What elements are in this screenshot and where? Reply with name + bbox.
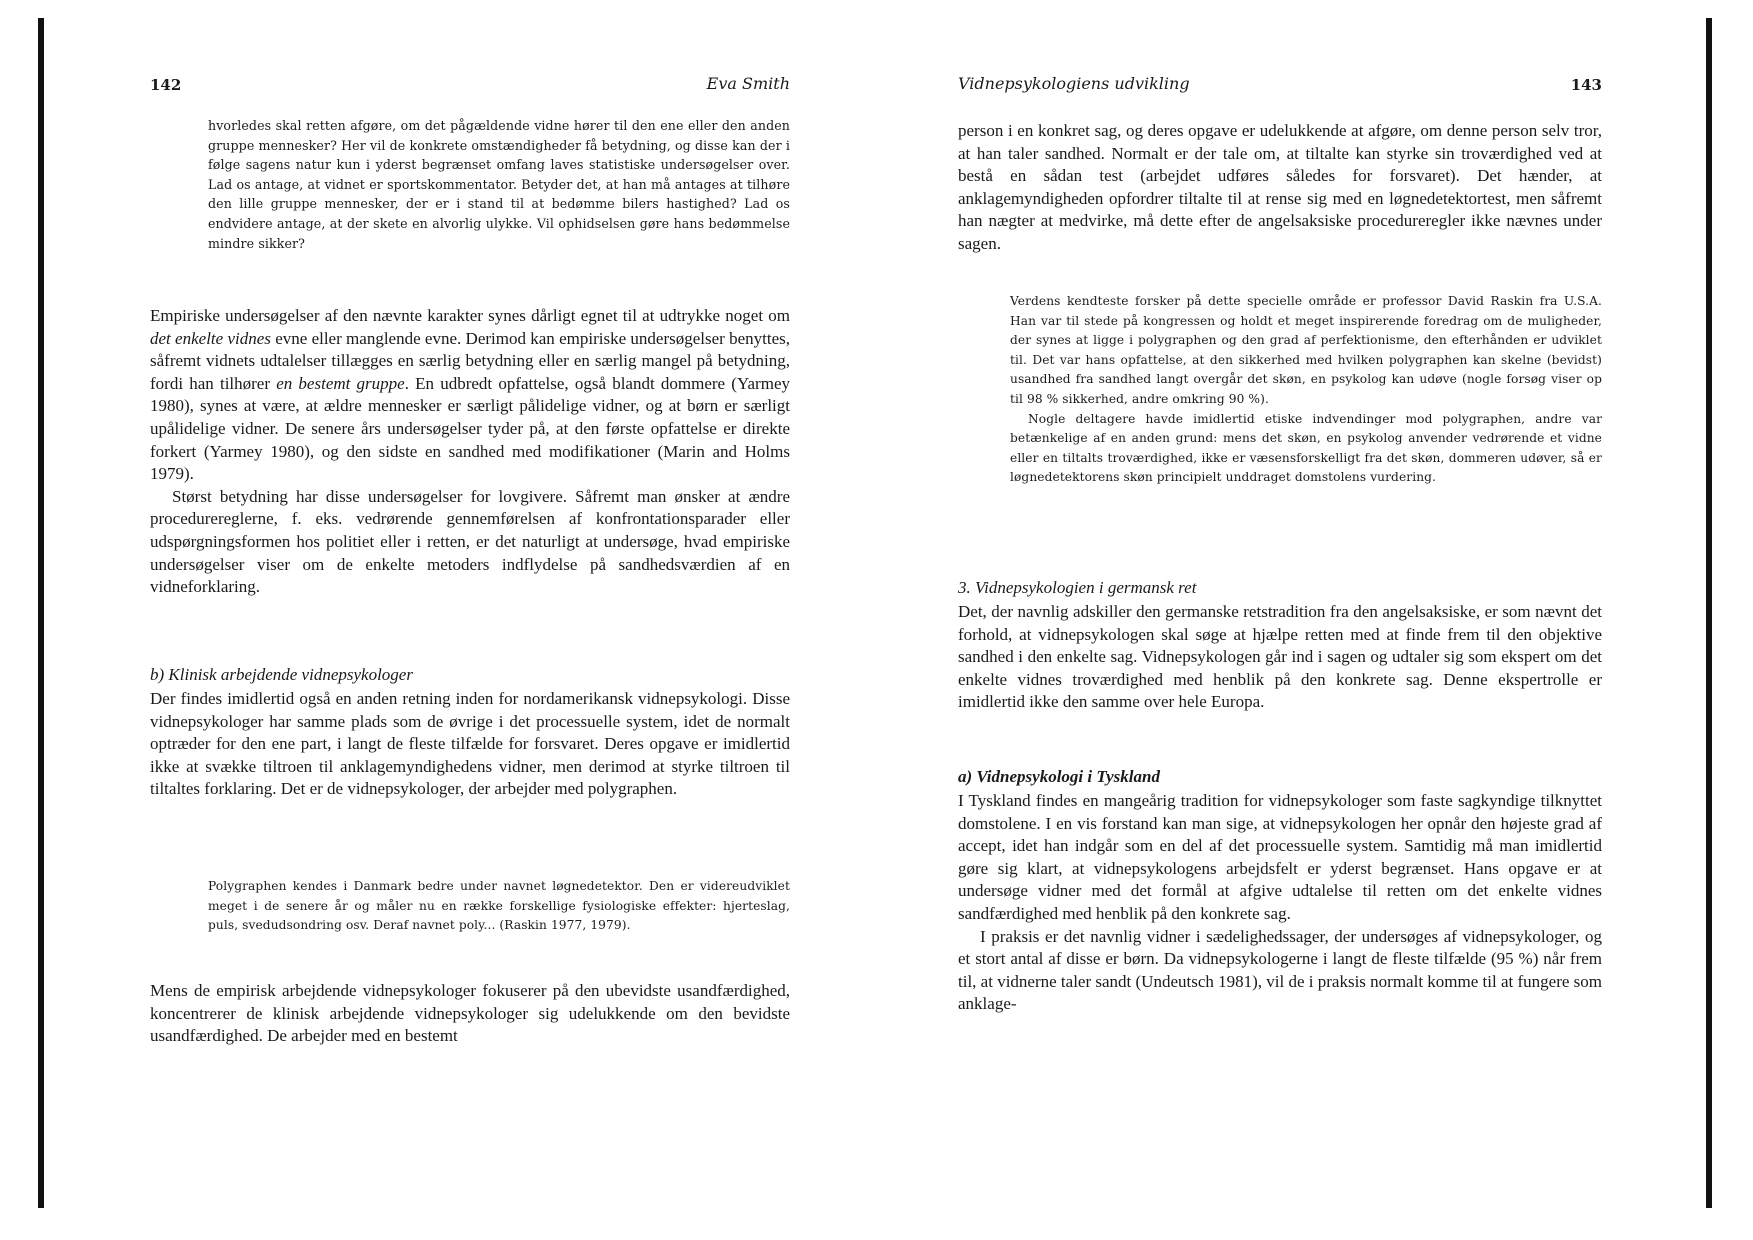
paragraph: I praksis er det navnlig vidner i sædelighedssager, der undersøges af vidnepsykologer, og et stort antal af disse er børn. Da vidnepsykologerne i langt de fleste tilfælde (95 %) når frem til, at vidnerne taler sandt (Undeutsch 1981), vil de i praksis normalt komme til at fungere som anklage- <box>958 926 1602 1014</box>
paragraph: Der findes imidlertid også en anden retning inden for nordamerikansk vidnepsykologi. Disse vidnepsykologer har samme plads som de øvrige i det processuelle system, idet de normalt optræder for den ene part, i langt de fleste tilfælde for forsvaret. Deres opgave er imidlertid ikke at svække tiltroen til anklagemyndighedens vidner, men derimod at styrke tiltroen til tiltaltes forklaring. Det er de vidnepsykologer, der arbejder med polygraphen. <box>150 689 790 799</box>
block-quote <box>1010 292 1602 488</box>
section-a <box>958 766 1602 1016</box>
quote-text: Verdens kendteste forsker på dette specielle område er professor David Raskin fra U.S.A. Han var til stede på kongressen og holdt et meget inspirerende foredrag om de muligheder, der synes at ligge i polygraphen og den grad af perfektionisme, den efterhånden er udviklet til. Det var hans opfattelse, at den sikkerhed med hvilken polygraphen kan skelne (bevidst) usandhed fra sandhed langt overgår det skøn, en psykolog kan udøve (nogle forsøg viser op til 98 % sikkerhed, andre omkring 90 %). <box>1010 294 1602 406</box>
left-binding-edge <box>38 18 44 1208</box>
section-3 <box>958 577 1602 714</box>
paragraph: Empiriske undersøgelser af den nævnte karakter synes dårligt egnet til at udtrykke noget om det enkelte vidnes evne eller manglende evne. Derimod kan empiriske undersøgelser benyttes, såfremt vidnets udtalelser tillægges en særlig betydning eller en særlig mangel på betydning, fordi han tilhører en bestemt gruppe. En udbredt opfattelse, også blandt dommere (Yarmey 1980), synes at være, at ældre mennesker er særligt pålidelige vidner, og at børn er særligt upålidelige vidner. De senere års undersøgelser tyder på, at den første opfattelse er direkte forkert (Yarmey 1980), og den sidste en sandhed med modifikationer (Marin and Holms 1979). <box>150 306 791 484</box>
running-head: Eva Smith <box>706 74 790 93</box>
right-binding-edge <box>1706 18 1712 1208</box>
quote-text: Nogle deltagere havde imidlertid etiske indvendinger mod polygraphen, andre var betænkelige af en anden grund: mens det skøn, en psykolog anvender vedrørende et vidne eller en tiltalts troværdighed, ikke er væsensforskelligt fra det skøn, dommeren udøver, så er løgnedetektorens skøn principielt unddraget domstolens vurdering. <box>1010 411 1602 485</box>
page-number: 142 <box>150 76 182 94</box>
section-b <box>150 664 790 801</box>
paragraph: Mens de empirisk arbejdende vidnepsykologer fokuserer på den ubevidste usandfærdighed, koncentrerer de klinisk arbejdende vidnepsykologer sig udelukkende om den bevidste usandfærdighed. De arbejder med en bestemt <box>150 981 790 1046</box>
body-section-2 <box>150 980 790 1048</box>
body-section-1 <box>958 120 1602 256</box>
running-head: Vidnepsykologiens udvikling <box>958 74 1190 93</box>
paragraph: I Tyskland findes en mangeårig tradition for vidnepsykologer som faste sagkyndige tilknyttet domstolene. I en vis forstand kan man sige, at vidnepsykologen her opnår den højeste grad af accept, idet han indgår som en del af det processuelle system. Samtidig må man imidlertid gøre sig klart, at vidnepsykologens arbejdsfelt er yderst begrænset. Hans opgave er at undersøge vidner med det formål at afgive udtalelse til retten om det enkelte vidnes sandfærdighed med henblik på den konkrete sag. <box>958 791 1602 923</box>
paragraph: person i en konkret sag, og deres opgave er udelukkende at afgøre, om denne person selv tror, at han taler sandhed. Normalt er der tale om, at tiltalte kan styrke sin troværdighed ved at bestå en sådan test (arbejdet udføres således for forsvaret). Det hænder, at anklagemyndigheden opfordrer tiltalte til at rense sig med en løgnedetektortest, men såfremt han nægter at medvirke, må dette efter de angelsaksiske procedureregler ikke nævnes under sagen. <box>958 121 1602 253</box>
block-quote <box>208 877 790 936</box>
page-number: 143 <box>1570 76 1602 94</box>
quote-text: Polygraphen kendes i Danmark bedre under navnet løgnedetektor. Den er videreudviklet meget i de senere år og måler nu en række forskellige fysiologiske effekter: hjerteslag, puls, svedudsondring osv. Deraf navnet poly... (Raskin 1977, 1979). <box>208 879 790 933</box>
block-quote <box>208 116 790 253</box>
section-heading: 3. Vidnepsykologien i germansk ret <box>958 578 1197 597</box>
quote-text: hvorledes skal retten afgøre, om det pågældende vidne hører til den ene eller den anden gruppe mennesker? Her vil de konkrete omstændigheder få betydning, og disse kan der i følge sagens natur kun i yderst begrænset omfang laves statistiske undersøgelser over. Lad os antage, at vidnet er sportskommentator. Betyder det, at han må antages at tilhøre den lille gruppe mennesker, der er i stand til at bedømme bilers hastighed? Lad os endvidere antage, at der skete en alvorlig ulykke. Vil ophidselsen gøre hans bedømmelse mindre sikker? <box>208 118 790 251</box>
paragraph: Det, der navnlig adskiller den germanske retstradition fra den angelsaksiske, er som nævnt det forhold, at vidnepsykologen skal søge at hjælpe retten med at finde frem til den objektive sandhed i den enkelte sag. Vidnepsykologen går ind i sagen og udtaler sig som ekspert om det enkelte vidnes troværdighed med henblik på den konkrete sag. Denne ekspertrolle er imidlertid ikke den samme over hele Europa. <box>958 602 1602 712</box>
body-section-1 <box>150 305 790 599</box>
section-heading: a) Vidnepsykologi i Tyskland <box>958 767 1160 786</box>
paragraph: Størst betydning har disse undersøgelser for lovgivere. Såfremt man ønsker at ændre procedurereglerne, f. eks. vedrørende gennemførelsen af konfrontationsparader eller udspørgningsformen hos politiet eller i retten, er det naturligt at undersøge, hvad empiriske undersøgelser viser om de enkelte metoders indflydelse på sandhedsværdien af en vidneforklaring. <box>150 486 790 597</box>
section-heading: b) Klinisk arbejdende vidnepsykologer <box>150 665 413 684</box>
